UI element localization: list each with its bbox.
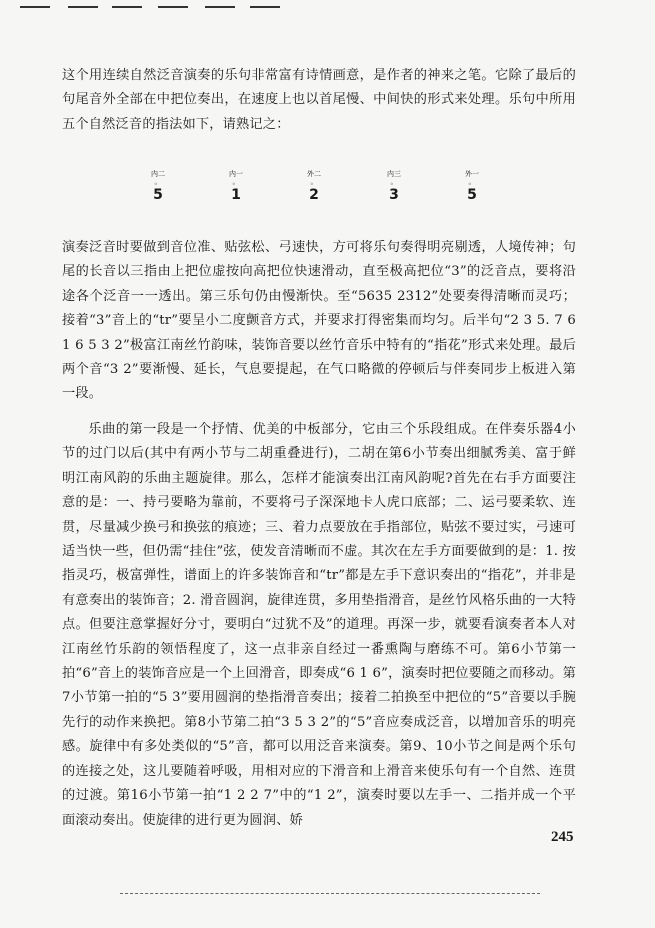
fingering-item: 外一 。 5: [465, 170, 479, 203]
fingering-note: 1: [231, 187, 241, 203]
page-number: 245: [551, 829, 574, 845]
paragraph-3: 乐曲的第一段是一个抒情、优美的中板部分，它由三个乐段组成。在伴奏乐器4小节的过门以后(其中有两小节与二胡重叠进行)，二胡在第6小节奏出细腻秀美、富于鲜明江南风韵的乐曲主题旋律。那么，怎样才能演奏出江南风韵呢?首先在右手方面要注意的是：一、持弓要略为靠前，不要将弓子深深地卡人虎口底部；二、运弓要柔软、连贯，尽量减少换弓和换弦的痕迹；三、着力点要放在手指部位，贴弦不要过实，弓速可适当快一些，但仍需“挂住”弦，使发音清晰而不虚。其次在左手方面要做到的是：1. 按指灵巧，极富弹性，谱面上的许多装饰音和“tr”都是左手下意识奏出的“指花”，并非是有意奏出的装饰音；2. 滑音圆润，旋律连贯，多用垫指滑音，是丝竹风格乐曲的一大特点。但要注意掌握好分寸，要明白“过犹不及”的道理。再深一步，就要看演奏者本人对江南丝竹乐韵的领悟程度了，这一点非亲自经过一番熏陶与磨练不可。第6小节第一拍“6”音上的装饰音应是一个上回滑音，即奏成“6 1 6”，演奏时把位要随之而移动。第7小节第一拍的“5 3”要用圆润的垫指滑音奏出；接着二拍换至中把位的“5”音要以手腕先行的动作来换把。第8小节第二拍“3 5 3 2”的“5”音应奏成泛音，以增加音乐的明亮感。旋律中有多处类似的“5”音，都可以用泛音来演奏。第9、10小节之间是两个乐句的连接之处，这儿要随着呼吸，用相对应的下滑音和上滑音来使乐句有一个自然、连贯的过渡。第16小节第一拍“1 2 2 7”中的“1 2”，演奏时要以左手一、二指并成一个平面滚动奏出。使旋律的进行更为圆润、娇: [62, 422, 576, 828]
paragraph-1: 这个用连续自然泛音演奏的乐句非常富有诗情画意，是作者的神来之笔。它除了最后的句尾音外全部在中把位奏出，在速度上也以首尾慢、中间快的形式来处理。乐句中所用五个自然泛音的指法如下，请熟记之：: [62, 68, 576, 132]
fingering-item: 外二 。 2: [307, 170, 321, 203]
body-paragraph-3: [62, 418, 576, 833]
harmonic-fingering-table: [150, 170, 490, 225]
body-paragraph-2: [62, 236, 576, 407]
fingering-note: 5: [153, 187, 163, 203]
top-rule: [0, 0, 655, 14]
fingering-note: 3: [389, 187, 399, 203]
fingering-label: 内二: [151, 170, 165, 178]
fingering-label: 内三: [387, 170, 401, 178]
fingering-item: 内二 。 5: [151, 170, 165, 203]
fingering-note: 2: [309, 187, 319, 203]
intro-paragraph: [62, 64, 576, 137]
fingering-label: 外二: [307, 170, 321, 178]
fingering-label: 外一: [465, 170, 479, 178]
fingering-item: 内三 。 3: [387, 170, 401, 203]
paragraph-2: 演奏泛音时要做到音位准、贴弦松、弓速快，方可将乐句奏得明亮剔透，人境传神；句尾的长音以三指由上把位虚按向高把位快速滑动，直至极高把位“3”的泛音点，要将沿途各个泛音一一透出。第三乐句仍由慢渐快。至“5635 2312”处要奏得清晰而灵巧；接着“3”音上的“tr”要呈小二度颤音方式，并要求打得密集而均匀。后半句“2 3 5. 7 6 1 6 5 3 2”极富江南丝竹韵味，装饰音要以丝竹音乐中特有的“指花”形式来处理。最后两个音“3 2”要渐慢、延长，气息要提起，在气口略微的停顿后与伴奏同步上板进入第一段。: [62, 240, 576, 402]
bottom-rule: [120, 893, 540, 894]
fingering-item: 内一 。 1: [229, 170, 243, 203]
fingering-note: 5: [467, 187, 477, 203]
fingering-label: 内一: [229, 170, 243, 178]
